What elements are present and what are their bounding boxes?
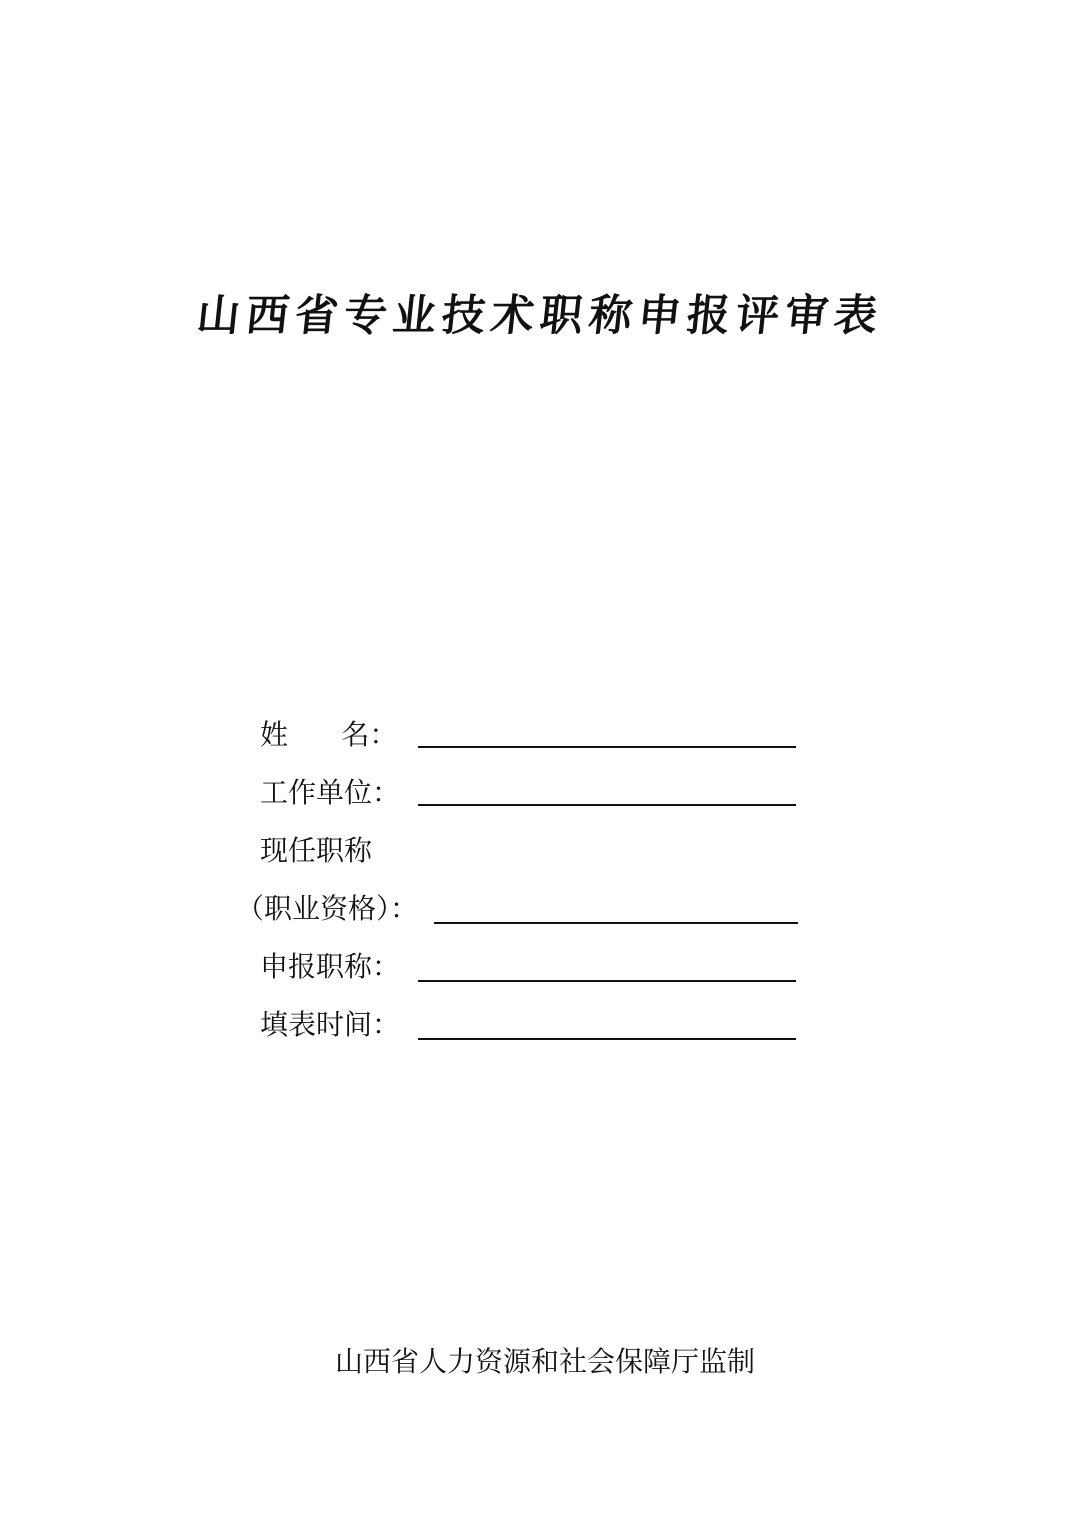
name-field-row	[0, 716, 1080, 766]
applied-title-field-row	[0, 948, 1080, 998]
current-title-heading-row	[0, 832, 1080, 882]
qualification-label: （职业资格）：	[236, 892, 419, 925]
work-unit-field-row	[0, 774, 1080, 824]
issuing-authority: 山西省人力资源和社会保障厅监制	[334, 1345, 755, 1378]
work-unit-label: 工作单位：	[260, 776, 401, 809]
fill-date-label: 填表时间：	[260, 1008, 401, 1041]
name-input-line[interactable]	[418, 746, 796, 748]
current-title-label: 现任职称	[260, 834, 373, 867]
applied-title-input-line[interactable]	[418, 980, 796, 982]
work-unit-input-line[interactable]	[418, 804, 796, 806]
qualification-input-line[interactable]	[434, 922, 798, 924]
name-label: 姓 名：	[260, 718, 398, 751]
applied-title-label: 申报职称：	[260, 950, 401, 983]
fill-date-field-row	[0, 1006, 1080, 1056]
qualification-field-row	[0, 890, 1080, 940]
document-title: 山西省专业技术职称申报评审表	[194, 291, 886, 341]
fill-date-input-line[interactable]	[418, 1038, 796, 1040]
